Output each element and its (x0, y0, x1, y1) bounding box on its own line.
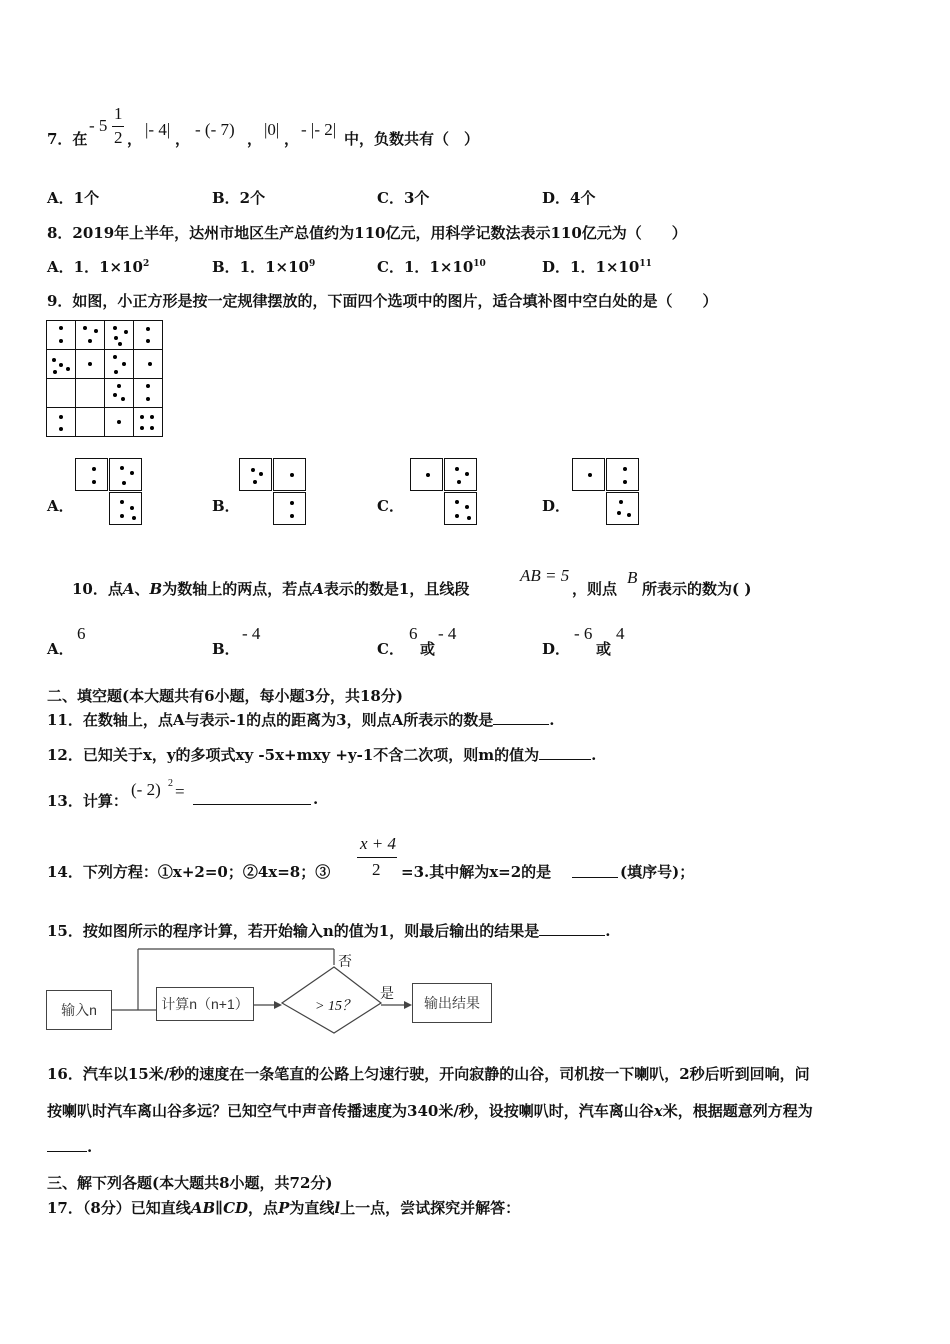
grid-cell (105, 408, 134, 437)
grid-cell (47, 350, 76, 379)
q9-option-c-label: C． (377, 497, 404, 515)
option-square (606, 458, 639, 491)
q8-text: 8．2019年上半年，达州市地区生产总值约为110亿元，用科学记数法表示110亿元为（ ） (47, 224, 687, 242)
flow-no-label: 否 (338, 954, 352, 970)
q13-expr: (- 2) (131, 780, 161, 799)
q12: 12．已知关于x，y的多项式xy -5x+mxy +y-1不含二次项，则m的值为 . (47, 746, 597, 764)
q7-frac-num: 1 (114, 104, 123, 123)
grid-cell (76, 321, 105, 350)
q7-neg-abs-2: - |- 2| (301, 120, 337, 139)
grid-cell (47, 321, 76, 350)
option-square (444, 492, 477, 525)
q7-abs-0: |0| (264, 120, 280, 139)
q7-option-b: B．2个 (212, 189, 266, 207)
q7-option-a: A．1个 (47, 189, 100, 207)
section-3-heading: 三、解下列各题(本大题共8小题，共72分) (47, 1174, 333, 1192)
q15-flowchart (46, 945, 496, 1035)
q10-text-d: ，则点 (572, 580, 618, 598)
q9-option-a-figure (75, 458, 147, 528)
q9-option-b-figure (239, 458, 311, 528)
q10-text: 10．点A、B为数轴上的两点，若点A表示的数是1，且线段 (72, 580, 470, 598)
q9-option-c-figure (410, 458, 482, 528)
q7-sep: ， (247, 130, 263, 148)
flow-yes-label: 是 (380, 986, 394, 1002)
option-square (273, 458, 306, 491)
q11: 11．在数轴上，点A与表示-1的点的距离为3，则点A所表示的数是 . (47, 711, 555, 729)
option-square (109, 492, 142, 525)
q16-answer-blank: . (47, 1138, 92, 1156)
grid-cell (134, 379, 163, 408)
q8-option-d: D．1．$1\times 10^{11}$ (542, 258, 652, 276)
grid-cell (47, 408, 76, 437)
grid-cell (76, 408, 105, 437)
option-square (572, 458, 605, 491)
q7-neg-neg7: - (- 7) (195, 120, 235, 139)
option-square (239, 458, 272, 491)
option-square (75, 458, 108, 491)
option-square (606, 492, 639, 525)
option-square (109, 458, 142, 491)
grid-cell (105, 321, 134, 350)
grid-cell (76, 379, 105, 408)
q14-blank (572, 876, 618, 878)
flow-compute-box: 计算n（n+1） (156, 987, 254, 1021)
q16-line-2: 按喇叭时汽车离山谷多远？已知空气中声音传播速度为340米/秒，设按喇叭时，汽车离山谷x米，根据题意列方程为 (47, 1102, 813, 1120)
option-square (444, 458, 477, 491)
grid-cell (105, 350, 134, 379)
q13-blank (193, 803, 311, 805)
q7-option-c: C．3个 (377, 189, 430, 207)
q7-mixed-whole: - 5 (89, 116, 108, 135)
section-2-heading: 二、填空题(本大题共有6小题，每小题3分，共18分) (47, 687, 403, 705)
q14-frac-bar (357, 857, 397, 858)
q14-frac-den: 2 (372, 860, 381, 879)
q9-option-b-label: B． (212, 497, 240, 515)
q15: 15．按如图所示的程序计算，若开始输入n的值为1，则最后输出的结果是 . (47, 922, 611, 940)
option-square (410, 458, 443, 491)
option-square (273, 492, 306, 525)
grid-cell (105, 379, 134, 408)
q10-point-b: B (627, 568, 638, 587)
q7-sep: ， (175, 130, 191, 148)
q10-text-e: 所表示的数为( ) (642, 580, 752, 598)
flow-input-box: 输入n (46, 990, 112, 1030)
q7-option-d: D．4个 (542, 189, 596, 207)
q7-abs-neg4: |- 4| (145, 120, 171, 139)
q17: 17．（8分）已知直线AB∥CD，点P为直线l上一点，尝试探究并解答： (47, 1199, 521, 1217)
q9-text: 9．如图，小正方形是按一定规律摆放的，下面四个选项中的图片，适合填补图中空白处的是（ ） (47, 292, 718, 310)
grid-cell (76, 350, 105, 379)
q7-frac-den: 2 (114, 128, 123, 147)
q9-dot-grid (46, 320, 163, 437)
q8-option-b: B．1．$1\times 10^9$ (212, 258, 316, 276)
grid-cell (134, 321, 163, 350)
q9-option-a-label: A． (47, 497, 74, 515)
q7-sep: ， (284, 130, 300, 148)
q9-option-d-figure (572, 458, 644, 528)
q7-sep: ， (127, 130, 143, 148)
grid-cell (47, 379, 76, 408)
grid-cell (134, 350, 163, 379)
flow-output-box: 输出结果 (412, 983, 492, 1023)
q9-option-d-label: D． (542, 497, 571, 515)
q14-frac-num: x + 4 (360, 834, 397, 853)
flow-condition: > 15？ (315, 999, 356, 1014)
q8-option-c: C．1．$1\times 10^{10}$ (377, 258, 486, 276)
q7-tail: 中，负数共有（ ） (344, 130, 480, 148)
q7-frac-bar (112, 126, 124, 127)
q8-option-a: A．1．$1\times 10^2$ (47, 258, 150, 276)
q16-line-1: 16．汽车以15米/秒的速度在一条笔直的公路上匀速行驶，开向寂静的山谷，司机按一下喇叭，2秒后听到回响，问 (47, 1065, 810, 1083)
q7-number: 7．在 (47, 130, 88, 148)
grid-cell (134, 408, 163, 437)
q10-segment: AB = 5 (520, 566, 570, 585)
